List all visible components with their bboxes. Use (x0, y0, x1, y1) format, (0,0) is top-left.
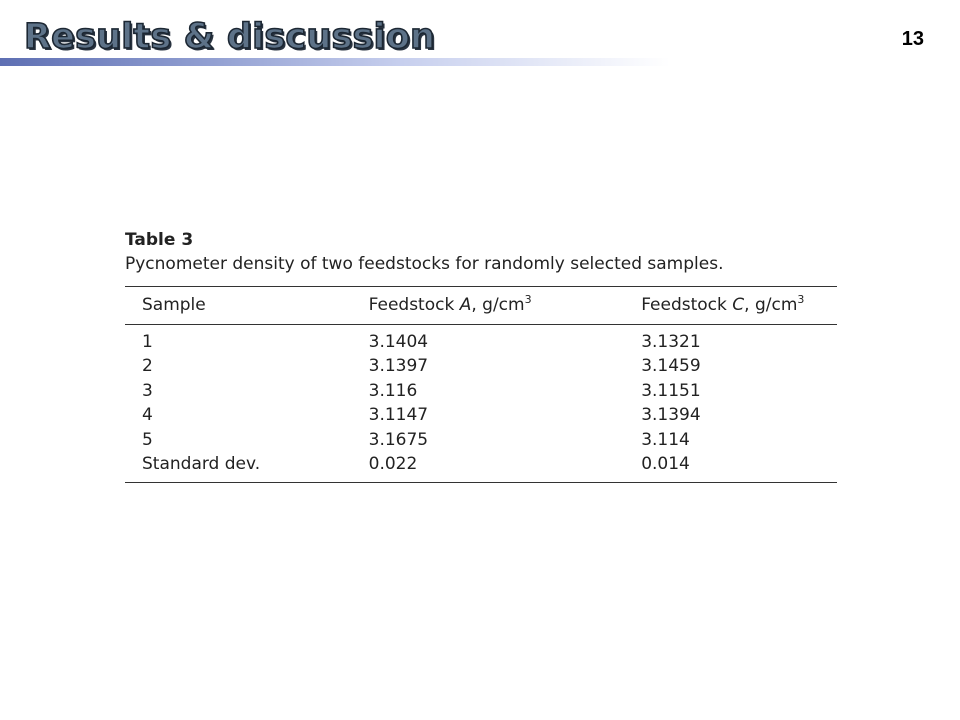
table-block (125, 228, 837, 483)
column-header-feedstock-a (369, 287, 642, 325)
table-row (125, 354, 837, 378)
title-underline-rule (0, 58, 670, 66)
table-caption: Pycnometer density of two feedstocks for randomly selected samples. (125, 254, 724, 274)
table-label: Table 3 (125, 230, 194, 250)
column-header-exponent: 3 (797, 293, 805, 306)
column-header-feedstock-c (641, 287, 837, 325)
page-number: 13 (901, 28, 924, 50)
feedstock-a-cell: 3.1404 (368, 332, 429, 352)
feedstock-a-cell: 3.1397 (368, 356, 429, 377)
sample-cell: 4 (142, 405, 153, 426)
feedstock-c-cell: 3.114 (641, 429, 690, 450)
column-header-prefix: Feedstock (368, 295, 460, 315)
column-header-unit: , g/cm (744, 295, 798, 315)
column-header-exponent: 3 (524, 293, 532, 306)
sample-cell: 1 (142, 332, 153, 352)
table-row (125, 403, 837, 427)
table-header-row (125, 287, 837, 325)
column-header-unit: , g/cm (471, 295, 525, 315)
feedstock-c-cell: 3.1394 (641, 405, 701, 426)
sample-cell: 5 (142, 429, 153, 450)
table-row (125, 379, 837, 403)
column-header-letter: A (459, 295, 472, 315)
feedstock-c-cell: 3.1459 (641, 356, 701, 377)
column-header-prefix: Feedstock (641, 295, 733, 315)
feedstock-a-cell: 3.1675 (368, 429, 429, 450)
table-row (125, 325, 837, 355)
density-table (125, 286, 837, 483)
table-row (125, 428, 837, 452)
sample-cell: Standard dev. (125, 452, 369, 483)
sample-cell: 3 (142, 380, 153, 401)
feedstock-c-cell: 3.1151 (641, 380, 701, 401)
feedstock-c-cell: 0.014 (641, 452, 837, 483)
column-header-letter: C (732, 295, 745, 315)
slide-title: Results & discussion (24, 17, 436, 57)
feedstock-c-cell: 3.1321 (641, 332, 701, 352)
table-row-standard-deviation (125, 452, 837, 483)
sample-cell: 2 (142, 356, 153, 377)
column-header-sample: Sample (125, 287, 369, 325)
feedstock-a-cell: 3.116 (368, 380, 418, 401)
feedstock-a-cell: 3.1147 (368, 405, 429, 426)
feedstock-a-cell: 0.022 (369, 452, 642, 483)
